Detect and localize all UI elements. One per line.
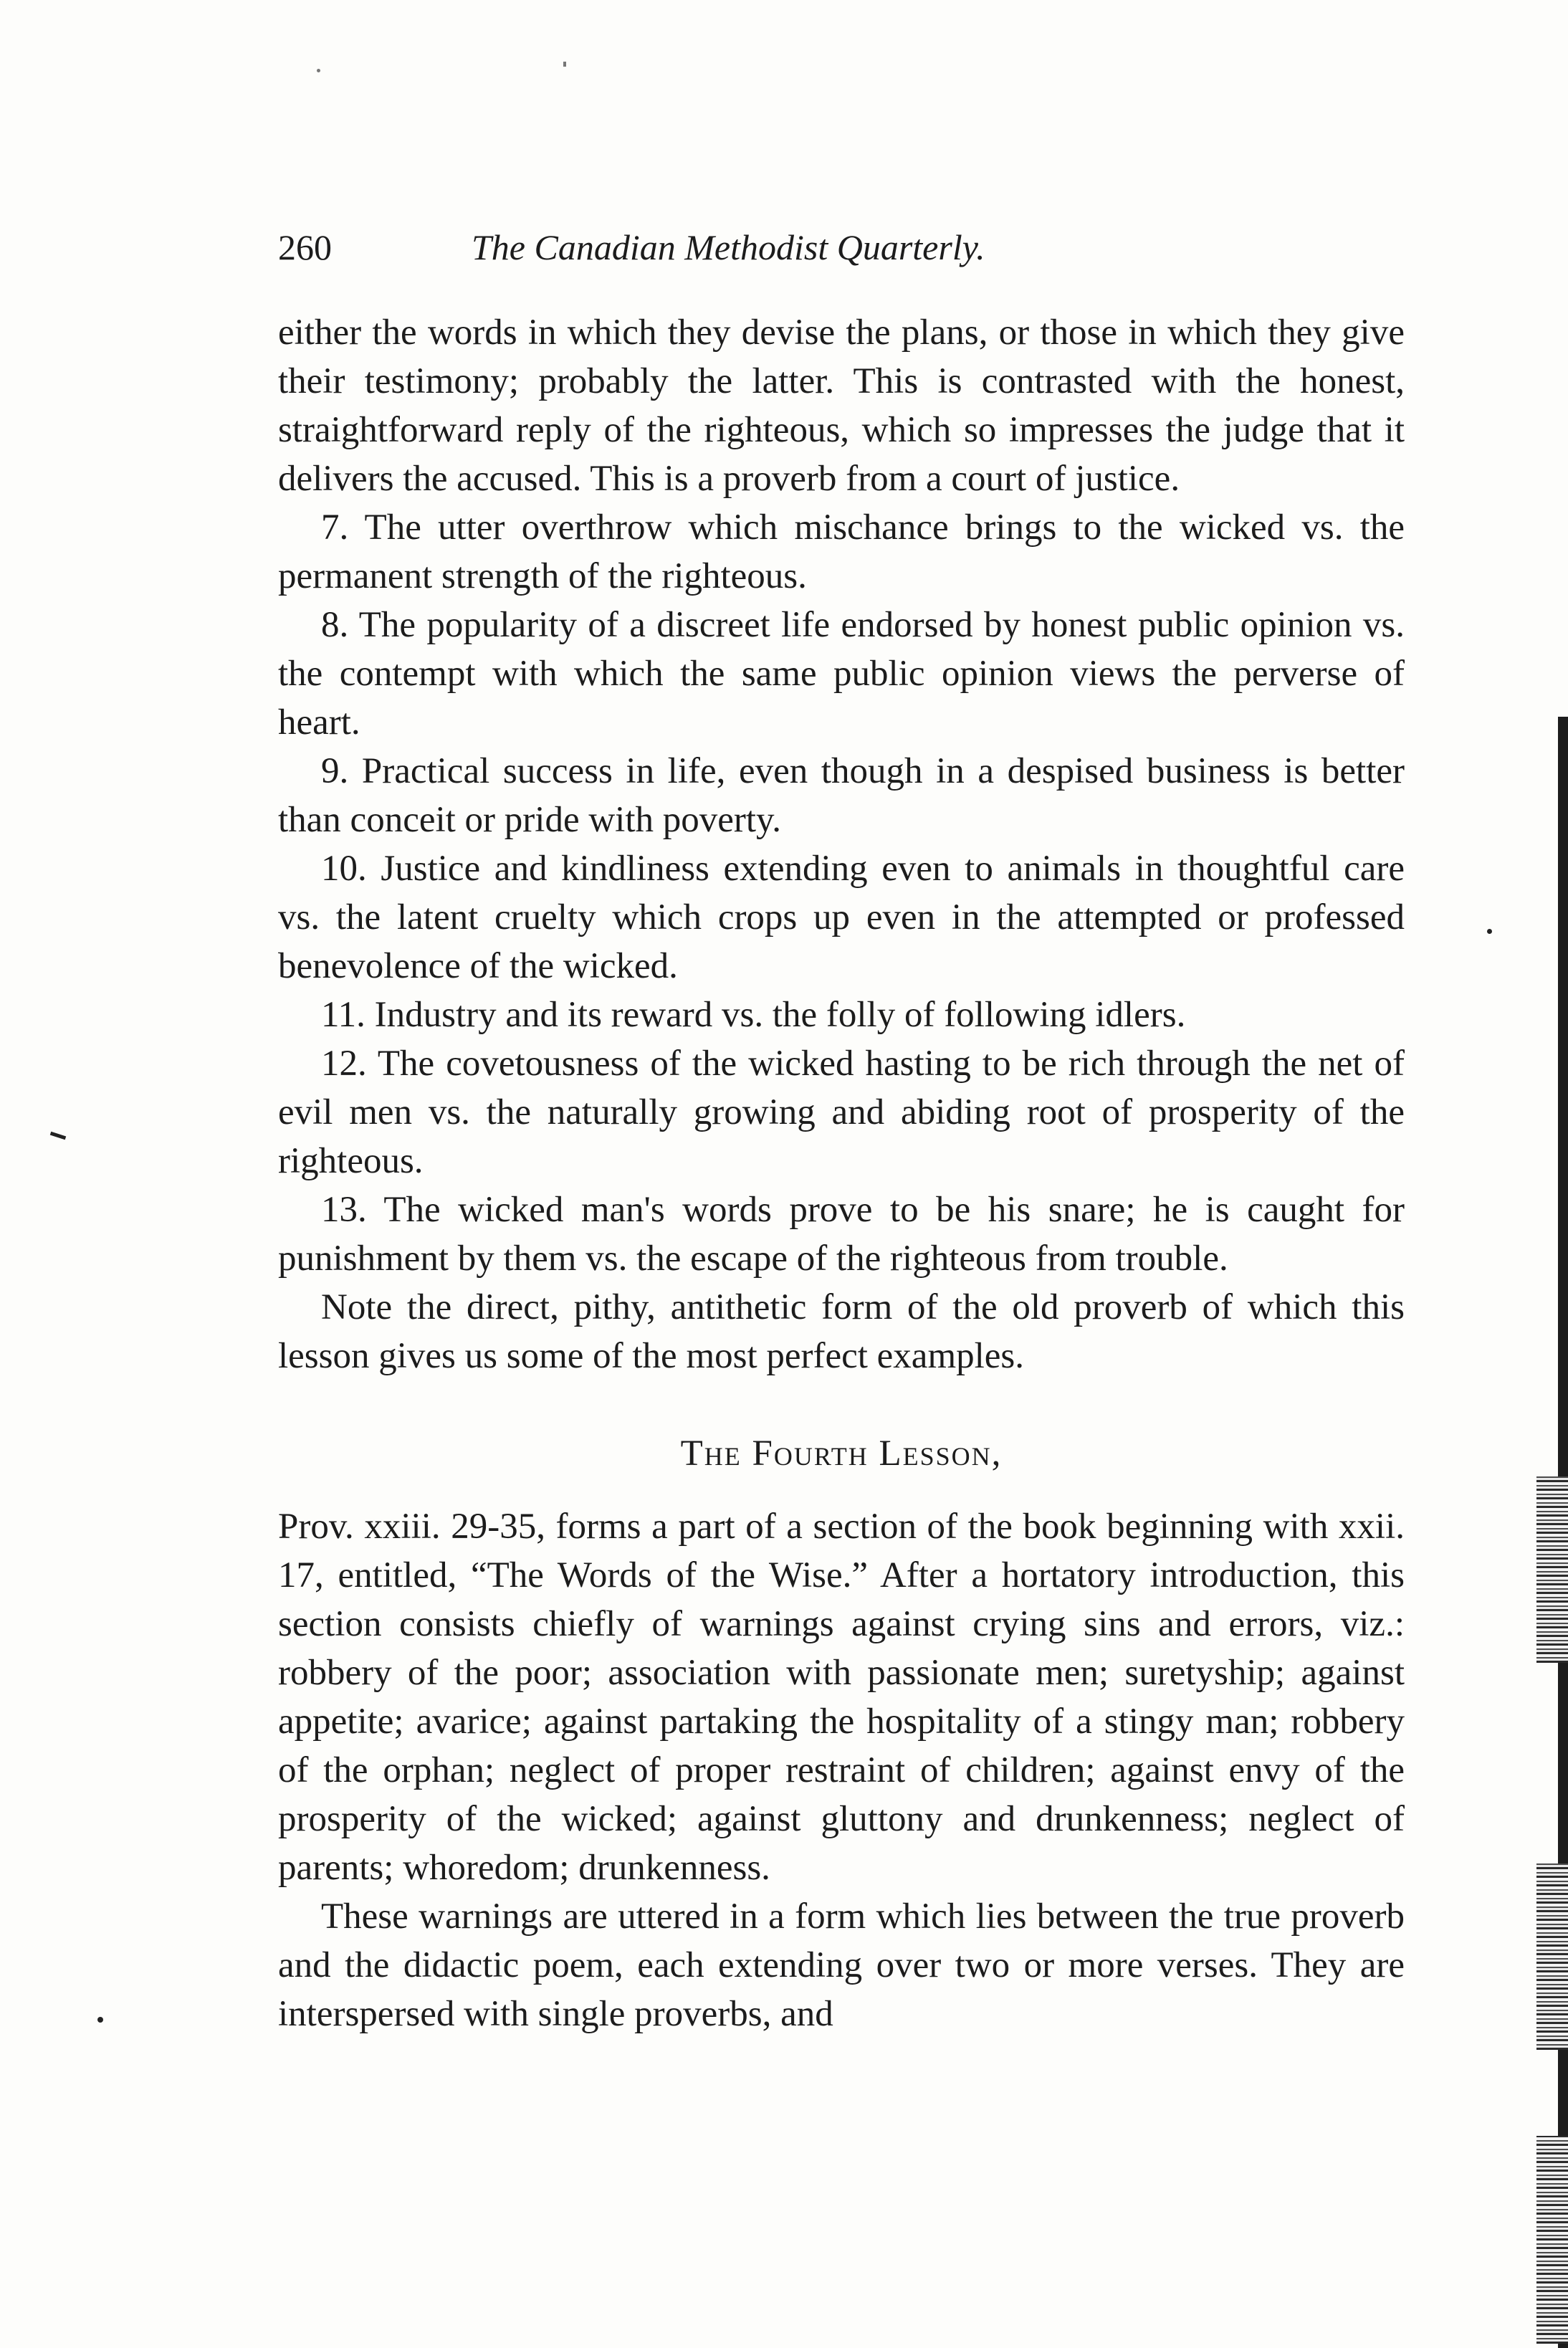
section-heading: The Fourth Lesson,: [680, 1433, 1003, 1474]
list-item: 11. Industry and its reward vs. the folly of following idlers.: [321, 995, 1186, 1035]
journal-title: The Canadian Methodist Quarterly.: [472, 227, 985, 267]
scan-edge-speckle: [1536, 1476, 1568, 1663]
scan-speck: [317, 69, 320, 72]
list-item: 7. The utter overthrow which mischance brings to the wicked vs. the permanent strength of the righteous.: [278, 507, 1405, 596]
page: [278, 215, 1405, 2038]
scan-edge-speckle: [1536, 1863, 1568, 2050]
list-item: 10. Justice and kindliness extending even to animals in thoughtful care vs. the latent cruelty which crops up even in the attempted or professed benevolence of the wicked.: [278, 849, 1405, 986]
list-item: 8. The popularity of a discreet life endorsed by honest public opinion vs. the contempt with which the same public opinion views the perverse of heart.: [278, 605, 1405, 743]
scan-speck: [97, 2017, 103, 2023]
paragraph: These warnings are uttered in a form which lies between the true proverb and the didactic poem, each extending over two or more verses. They are interspersed with single proverbs, and: [278, 1896, 1405, 2034]
scan-speck: [563, 62, 566, 67]
list-item: 13. The wicked man's words prove to be his snare; he is caught for punishment by them vs. the escape of the righteous from trouble.: [278, 1190, 1405, 1279]
scan-speck: [50, 1132, 66, 1140]
list-item: 9. Practical success in life, even though in a despised business is better than conceit or pride with poverty.: [278, 751, 1405, 840]
running-head: [278, 215, 1405, 280]
body-text: [278, 308, 1405, 2038]
scan-speck: [1487, 929, 1492, 934]
paragraph: Note the direct, pithy, antithetic form of the old proverb of which this lesson gives us some of the most perfect examples.: [278, 1287, 1405, 1376]
page-number: 260: [278, 227, 332, 267]
list-item: 12. The covetousness of the wicked hasting to be rich through the net of evil men vs. the naturally growing and abiding root of prosperity of the righteous.: [278, 1044, 1405, 1181]
paragraph: either the words in which they devise the plans, or those in which they give their testimony; probably the latter. This is contrasted with the honest, straightforward reply of the righteous, which so impresses the judge that it delivers the accused. This is a proverb from a court of justice.: [278, 312, 1405, 499]
scan-edge-shadow: [1489, 0, 1568, 2348]
scan-edge-speckle: [1536, 2136, 1568, 2344]
paragraph: Prov. xxiii. 29-35, forms a part of a section of the book beginning with xxii. 17, entitled, “The Words of the Wise.” After a hortatory introduction, this section consists chiefly of warnings against crying sins and errors, viz.: robbery of the poor; association with passionate men; suretyship; against appetite; avarice; against partaking the hospitality of a stingy man; robbery of the orphan; neglect of proper restraint of children; against envy of the prosperity of the wicked; against gluttony and drunkenness; neglect of parents; whoredom; drunkenness.: [278, 1507, 1405, 1888]
